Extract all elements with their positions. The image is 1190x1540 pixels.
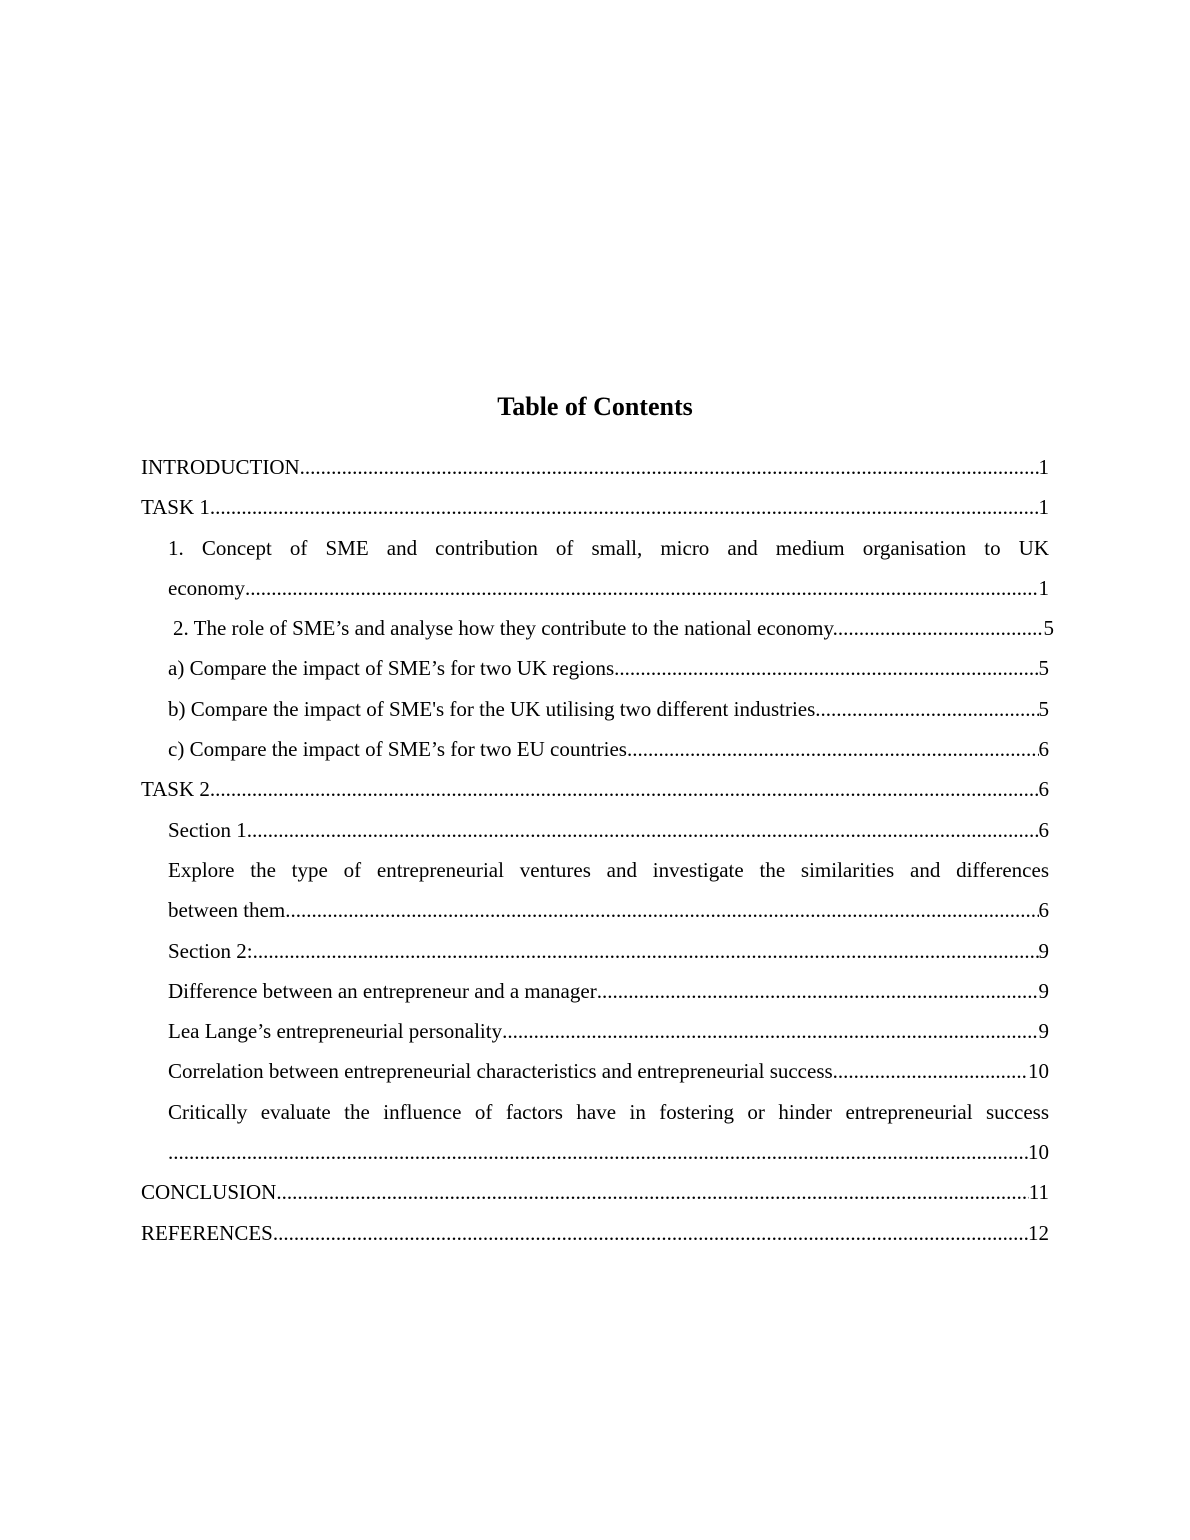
toc-entry-text: Difference between an entrepreneur and a manager: [168, 978, 597, 1003]
dot-leader: [273, 1213, 1028, 1253]
dot-leader: [247, 810, 1039, 850]
dot-leader: [833, 1051, 1028, 1091]
toc-entry-text-line: 1. Concept of SME and contribution of small, micro and medium organisation to UK: [168, 535, 1049, 560]
toc-entry-text: Section 1: [168, 817, 247, 842]
dot-leader: [627, 729, 1039, 769]
toc-entry-entrepreneur-vs-manager[interactable]: [141, 971, 1049, 1011]
toc-entry-lea-lange[interactable]: [141, 1011, 1049, 1051]
toc-page-number: 10: [1028, 1140, 1049, 1165]
toc-page-number: 1: [1038, 495, 1049, 520]
toc-entry-text: b) Compare the impact of SME's for the UK utilising two different industries: [168, 696, 816, 721]
toc-entry-text: TASK 1: [141, 495, 210, 520]
dot-leader: [276, 1172, 1028, 1212]
toc-page-number: 9: [1038, 978, 1049, 1003]
dot-leader: [210, 769, 1039, 809]
toc-entry-conclusion[interactable]: [141, 1172, 1049, 1212]
toc-page-number: 12: [1028, 1220, 1049, 1245]
toc-entry-task-1[interactable]: [141, 487, 1049, 527]
toc-page-number: 5: [1043, 616, 1054, 641]
toc-entry-text: Lea Lange’s entrepreneurial personality: [168, 1019, 503, 1044]
toc-entry-text-line: Explore the type of entrepreneurial ventures and investigate the similarities and differences: [168, 857, 1049, 882]
toc-entry-uk-industries[interactable]: [141, 689, 1049, 729]
toc-entry-critically-evaluate[interactable]: [141, 1092, 1049, 1173]
toc-page-number: 6: [1038, 817, 1049, 842]
dot-leader: [210, 487, 1039, 527]
toc-entry-text: INTRODUCTION: [141, 455, 300, 479]
toc-entry-text-line: Critically evaluate the influence of factors have in fostering or hinder entrepreneurial success: [168, 1099, 1049, 1124]
toc-page-number: 6: [1038, 777, 1049, 802]
dot-leader: [253, 931, 1039, 971]
toc-page-number: 1: [1038, 455, 1049, 479]
toc-entry-introduction[interactable]: [141, 447, 1049, 487]
toc-entry-text: CONCLUSION: [141, 1180, 277, 1205]
dot-leader: [838, 608, 1044, 648]
toc-entry-eu-countries[interactable]: [141, 729, 1049, 769]
toc-page-number: 6: [1038, 898, 1049, 923]
toc-entry-correlation[interactable]: [141, 1051, 1049, 1091]
dot-leader: [502, 1011, 1038, 1051]
toc-page-number: 10: [1028, 1059, 1049, 1084]
toc-entry-role-of-sme[interactable]: [141, 608, 1054, 648]
toc-entry-text: a) Compare the impact of SME’s for two UK regions: [168, 656, 615, 681]
toc-entry-uk-regions[interactable]: [141, 648, 1049, 688]
toc-entry-text: Correlation between entrepreneurial characteristics and entrepreneurial success: [168, 1059, 833, 1084]
dot-leader: [597, 971, 1039, 1011]
toc-entry-section-2[interactable]: [141, 931, 1049, 971]
toc-entry-entrepreneurial-ventures[interactable]: [141, 850, 1049, 931]
toc-page-number: 9: [1038, 938, 1049, 963]
toc-entry-text: economy: [168, 575, 245, 600]
toc-page-number: 11: [1028, 1180, 1049, 1205]
toc-entry-section-1[interactable]: [141, 810, 1049, 850]
toc-entry-text: Section 2:: [168, 938, 253, 963]
dot-leader: [168, 1132, 1028, 1172]
toc-page-number: 6: [1038, 737, 1049, 762]
toc-list: [141, 447, 1054, 1253]
toc-entry-task-2[interactable]: [141, 769, 1049, 809]
dot-leader: [285, 890, 1038, 930]
page-title: Table of Contents: [497, 392, 693, 421]
toc-page-number: 5: [1038, 696, 1049, 721]
toc-page-number: 1: [1038, 575, 1049, 600]
toc-entry-text: between them: [168, 898, 286, 923]
dot-leader: [815, 689, 1038, 729]
toc-entry-text: REFERENCES: [141, 1220, 273, 1245]
toc-entry-concept-of-sme[interactable]: [141, 528, 1049, 609]
dot-leader: [300, 447, 1039, 487]
toc-page-number: 5: [1038, 656, 1049, 681]
toc-page-number: 9: [1038, 1019, 1049, 1044]
dot-leader: [614, 648, 1038, 688]
toc-entry-text: 2. The role of SME’s and analyse how they contribute to the national economy.: [173, 616, 838, 641]
toc-entry-text: TASK 2: [141, 777, 210, 802]
toc-entry-references[interactable]: [141, 1213, 1049, 1253]
toc-entry-text: c) Compare the impact of SME’s for two EU countries: [168, 737, 627, 762]
dot-leader: [245, 568, 1039, 608]
